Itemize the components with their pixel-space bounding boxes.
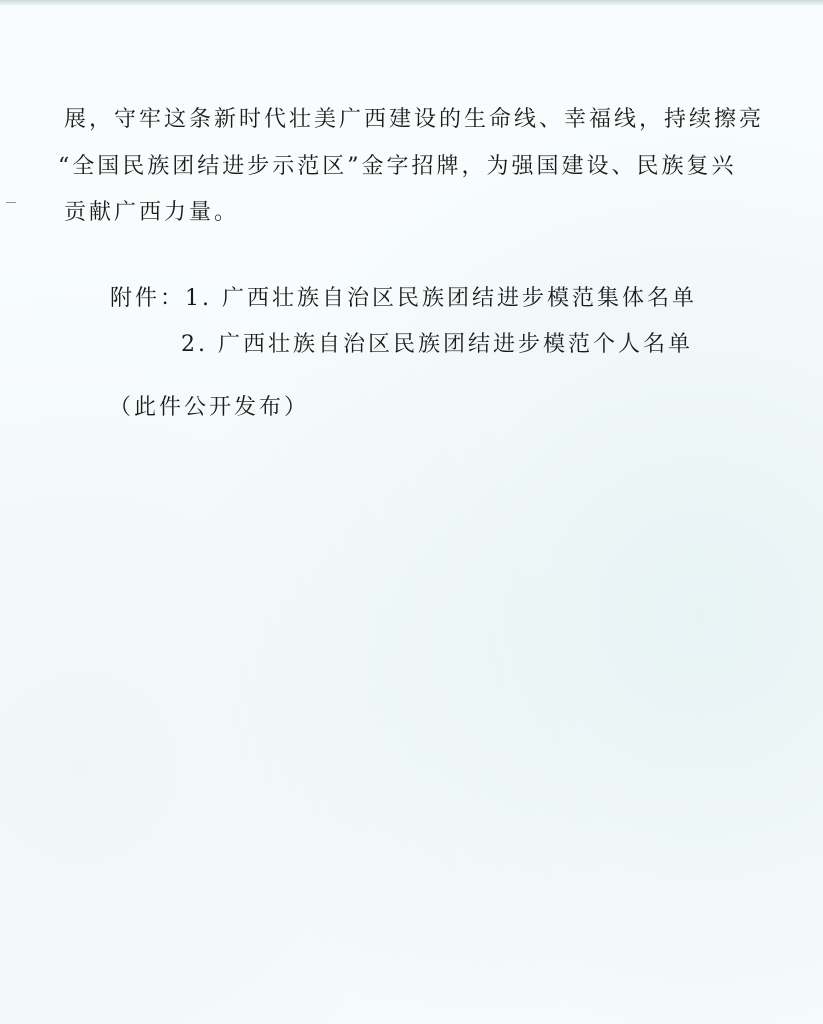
scan-edge <box>0 0 823 6</box>
body-text-line-3: 贡献广西力量。 <box>64 200 240 225</box>
body-text-line-1: 展，守牢这条新时代壮美广西建设的生命线、幸福线，持续擦亮 <box>64 107 765 132</box>
body-text-line-2: “全国民族团结进步示范区”金字招牌，为强国建设、民族复兴 <box>58 154 737 179</box>
publication-note: （此件公开发布） <box>109 395 310 420</box>
attachment-item-2: 2. 广西壮族自治区民族团结进步模范个人名单 <box>181 332 693 357</box>
attachment-item-1: 附件：1. 广西壮族自治区民族团结进步模范集体名单 <box>110 286 697 311</box>
scan-mark <box>6 202 16 203</box>
